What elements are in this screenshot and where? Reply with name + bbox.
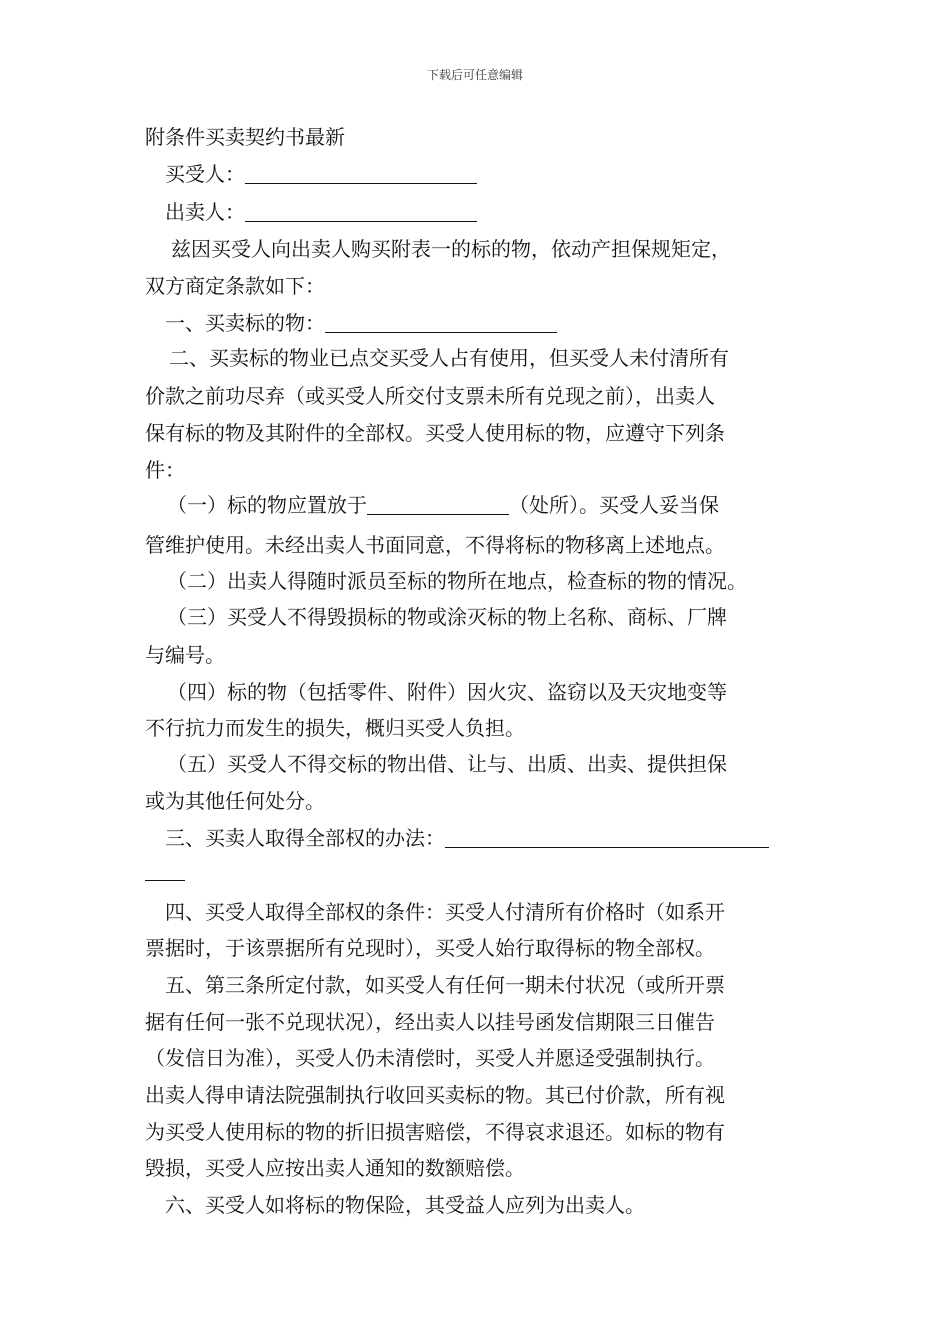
clause-2-line-2: 价款之前功尽弃（或买受人所交付支票未所有兑现之前），出卖人 bbox=[145, 384, 715, 408]
clause-2-line-1: 二、买卖标的物业已点交买受人占有使用，但买受人未付清所有 bbox=[169, 346, 729, 370]
seller-line bbox=[145, 199, 815, 225]
preamble-line-2: 双方商定条款如下： bbox=[145, 274, 325, 298]
clause-3-blank-tail bbox=[145, 860, 185, 881]
clause-1-label: 一、买卖标的物： bbox=[165, 311, 325, 335]
buyer-blank bbox=[245, 163, 477, 184]
buyer-label: 买受人： bbox=[165, 162, 245, 186]
document-title: 附条件买卖契约书最新 bbox=[145, 125, 345, 149]
clause-2-4-line-2: 不行抗力而发生的损失，概归买受人负担。 bbox=[145, 716, 525, 740]
clause-2-5-line-1: （五）买受人不得交标的物出借、让与、出质、出卖、提供担保 bbox=[167, 752, 727, 776]
seller-blank bbox=[245, 201, 477, 222]
clause-3-blank bbox=[445, 827, 769, 848]
clause-2-1-after: （处所）。买受人妥当保 bbox=[509, 493, 719, 517]
clause-5-line-3: （发信日为准），买受人仍未清偿时，买受人并愿迳受强制执行。 bbox=[145, 1046, 715, 1070]
clause-2-2: （二）出卖人得随时派员至标的物所在地点，检查标的物的情况。 bbox=[167, 569, 747, 593]
clause-6: 六、买受人如将标的物保险，其受益人应列为出卖人。 bbox=[165, 1193, 645, 1217]
clause-5-line-6: 毁损，买受人应按出卖人通知的数额赔偿。 bbox=[145, 1156, 525, 1180]
clause-5-line-4: 出卖人得申请法院强制执行收回买卖标的物。其已付价款，所有视 bbox=[145, 1083, 725, 1107]
seller-label: 出卖人： bbox=[165, 200, 245, 224]
clause-5-line-5: 为买受人使用标的物的折旧损害赔偿，不得哀求退还。如标的物有 bbox=[145, 1120, 725, 1144]
clause-1-line bbox=[145, 310, 815, 336]
clause-2-5-line-2: 或为其他任何处分。 bbox=[145, 789, 325, 813]
location-blank bbox=[367, 494, 509, 515]
clause-2-3-line-2: 与编号。 bbox=[145, 643, 225, 667]
buyer-line bbox=[145, 161, 815, 187]
download-note: 下载后可任意编辑 bbox=[426, 68, 523, 82]
clause-2-1-before: （一）标的物应置放于 bbox=[167, 493, 367, 517]
clause-4-line-1: 四、买受人取得全部权的条件：买受人付清所有价格时（如系开 bbox=[165, 900, 725, 924]
clause-2-1-line-2: 管维护使用。未经出卖人书面同意，不得将标的物移离上述地点。 bbox=[145, 533, 725, 557]
clause-3-line bbox=[145, 825, 815, 851]
clause-2-1-line-1 bbox=[145, 492, 815, 518]
clause-5-line-2: 据有任何一张不兑现状况），经出卖人以挂号函发信期限三日催告 bbox=[145, 1010, 715, 1034]
clause-2-line-3: 保有标的物及其附件的全部权。买受人使用标的物，应遵守下列条 bbox=[145, 421, 725, 445]
clause-4-line-2: 票据时，于该票据所有兑现时），买受人始行取得标的物全部权。 bbox=[145, 936, 715, 960]
clause-2-4-line-1: （四）标的物（包括零件、附件）因火灾、盗窃以及天灾地变等 bbox=[167, 680, 727, 704]
clause-1-blank bbox=[325, 312, 557, 333]
preamble-line-1: 兹因买受人向出卖人购买附表一的标的物，依动产担保规矩定， bbox=[171, 237, 731, 261]
clause-3-blank-continuation bbox=[145, 858, 815, 884]
clause-2-3-line-1: （三）买受人不得毁损标的物或涂灭标的物上名称、商标、厂牌 bbox=[167, 605, 727, 629]
clause-3-label: 三、买卖人取得全部权的办法： bbox=[165, 826, 445, 850]
clause-5-line-1: 五、第三条所定付款，如买受人有任何一期未付状况（或所开票 bbox=[165, 973, 725, 997]
clause-2-line-4: 件： bbox=[145, 458, 185, 482]
